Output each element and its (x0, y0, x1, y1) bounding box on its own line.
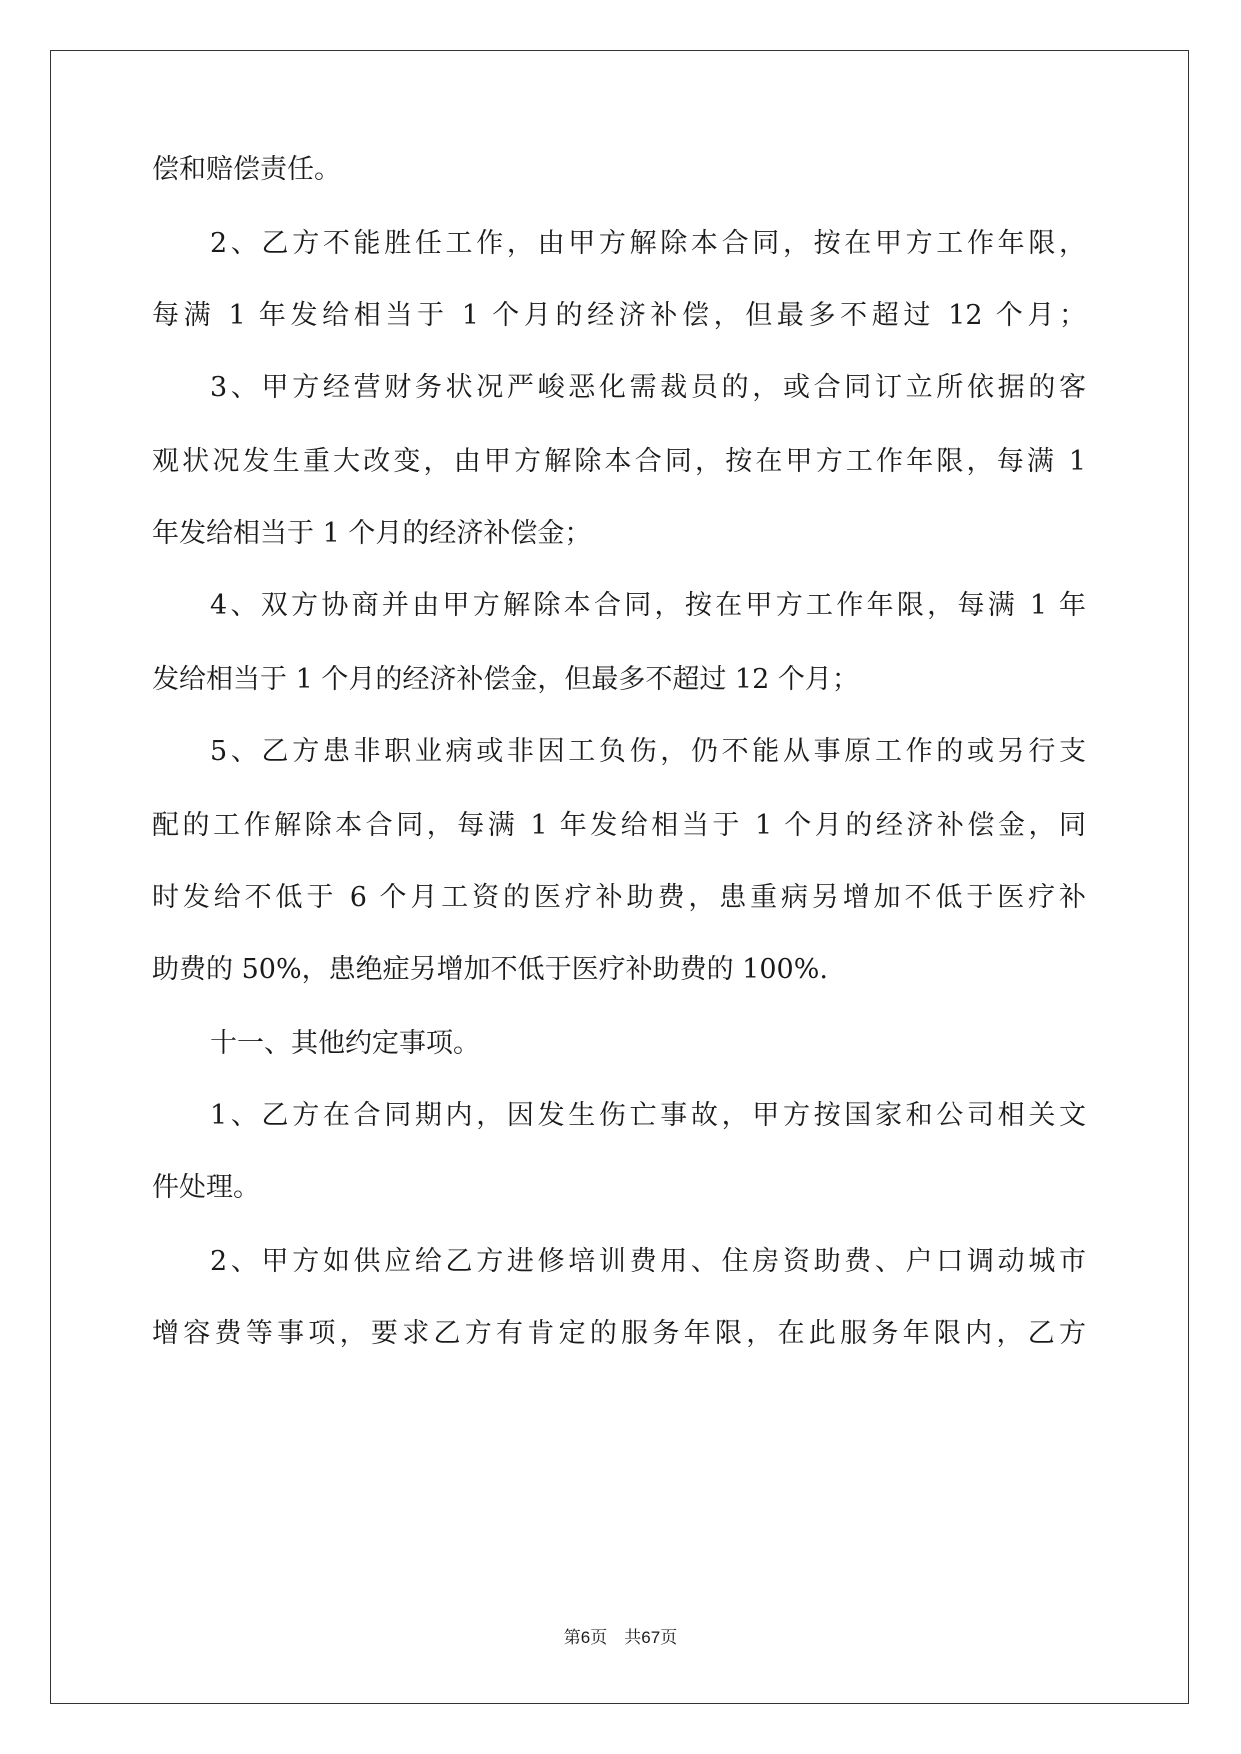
body-line: 助费的 50%，患绝症另增加不低于医疗补助费的 100%. (152, 954, 828, 985)
body-line: 2、乙方不能胜任工作，由甲方解除本合同，按在甲方工作年限， (210, 228, 1086, 259)
body-line: 每满 1 年发给相当于 1 个月的经济补偿，但最多不超过 12 个月； (152, 300, 1086, 331)
body-line: 5、乙方患非职业病或非因工负伤，仍不能从事原工作的或另行支 (210, 736, 1086, 767)
body-line: 观状况发生重大改变，由甲方解除本合同，按在甲方工作年限，每满 1 (152, 446, 1086, 477)
body-line: 偿和赔偿责任。 (152, 154, 341, 185)
body-line: 年发给相当于 1 个月的经济补偿金； (152, 518, 592, 549)
body-line: 配的工作解除本合同，每满 1 年发给相当于 1 个月的经济补偿金，同 (152, 810, 1086, 841)
body-line: 4、双方协商并由甲方解除本合同，按在甲方工作年限，每满 1 年 (210, 590, 1086, 621)
footer-prefix: 第 (563, 1628, 581, 1648)
body-line: 件处理。 (152, 1172, 260, 1203)
body-line: 2、甲方如供应给乙方进修培训费用、住房资助费、户口调动城市 (210, 1246, 1086, 1277)
footer-suffix: 页 (660, 1628, 678, 1648)
total-page-number: 67 (641, 1628, 661, 1647)
section-heading: 十一、其他约定事项。 (210, 1028, 480, 1059)
body-line: 时发给不低于 6 个月工资的医疗补助费，患重病另增加不低于医疗补 (152, 882, 1086, 913)
page-number-footer (0, 1626, 1241, 1650)
body-line: 增容费等事项，要求乙方有肯定的服务年限，在此服务年限内，乙方 (152, 1318, 1086, 1349)
footer-middle: 页 共 (590, 1628, 642, 1648)
current-page-number: 6 (580, 1628, 591, 1647)
body-line: 发给相当于 1 个月的经济补偿金，但最多不超过 12 个月； (152, 664, 859, 695)
body-line: 3、甲方经营财务状况严峻恶化需裁员的，或合同订立所依据的客 (210, 372, 1086, 403)
body-line: 1、乙方在合同期内，因发生伤亡事故，甲方按国家和公司相关文 (210, 1100, 1086, 1131)
